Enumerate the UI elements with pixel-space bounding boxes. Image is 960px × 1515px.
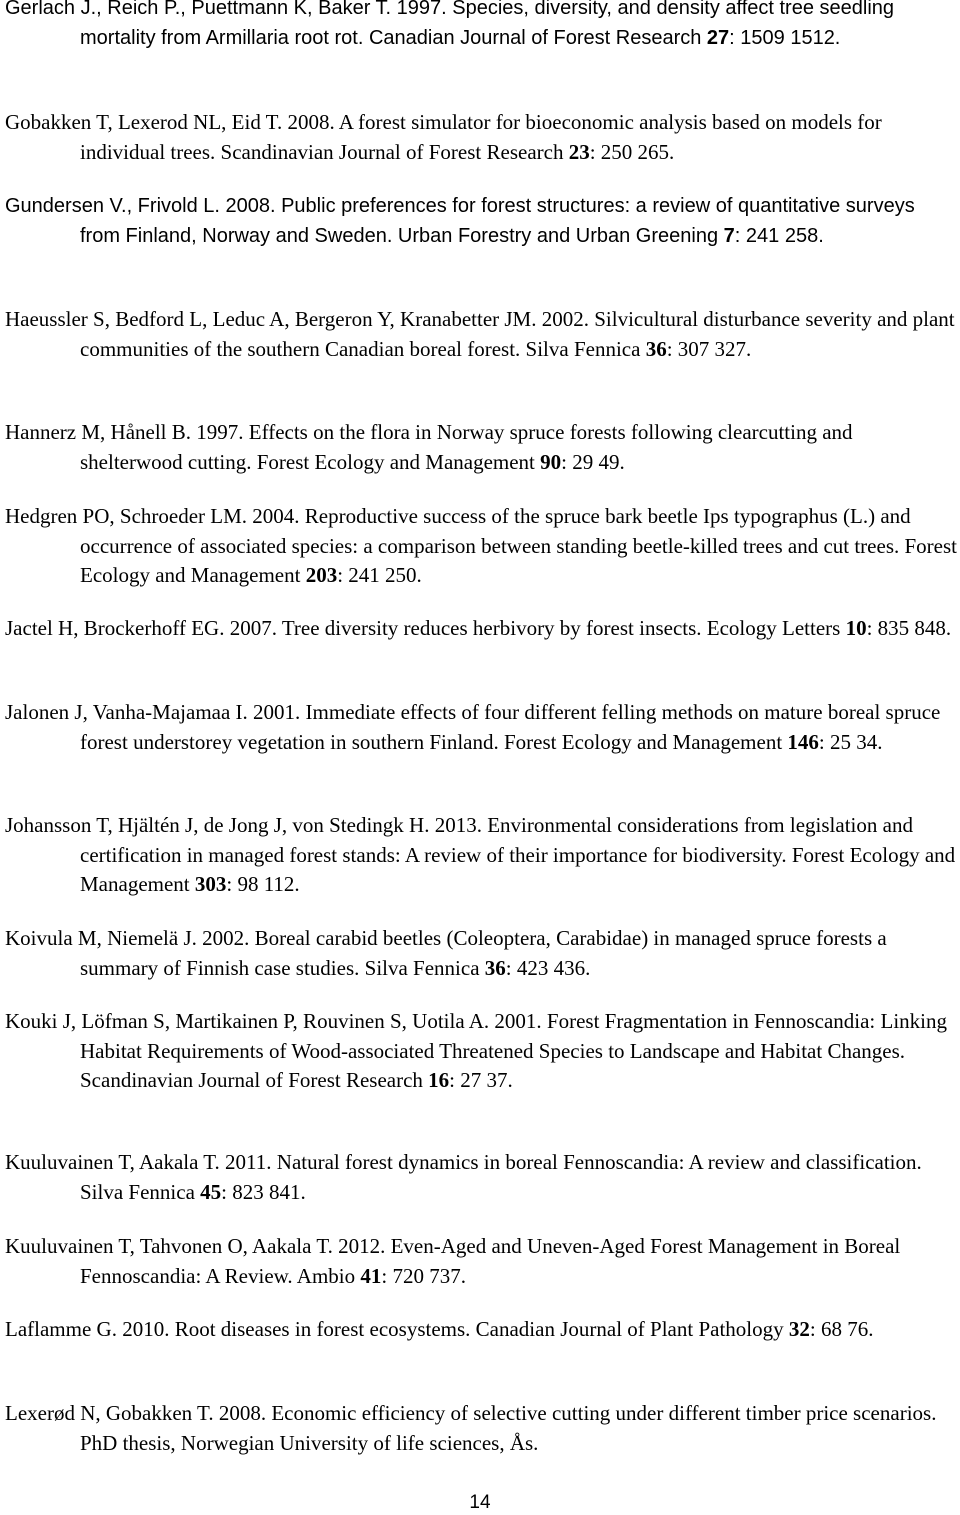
reference-entry: Kuuluvainen T, Tahvonen O, Aakala T. 2012. Even-Aged and Uneven-Aged Forest Management in Boreal Fennoscandia: A Review. Ambio 41: 720 737. [5, 1234, 901, 1288]
reference-entry: Hannerz M, Hånell B. 1997. Effects on the flora in Norway spruce forests following clearcutting and shelterwood cutting. Forest Ecology and Management 90: 29 49. [5, 420, 853, 474]
reference-entry: Kouki J, Löfman S, Martikainen P, Rouvinen S, Uotila A. 2001. Forest Fragmentation in Fennoscandia: Linking Habitat Requirements of Wood-associated Threatened Species to Landscape and Habitat Changes. Scandinavian Journal of Forest Research 16: 27 37. [5, 1009, 948, 1093]
reference-entry: Gundersen V., Frivold L. 2008. Public preferences for forest structures: a review of quantitative surveys from Finland, Norway and Sweden. Urban Forestry and Urban Greening 7: 241 258. [5, 195, 915, 247]
reference-entry: Lexerød N, Gobakken T. 2008. Economic efficiency of selective cutting under different timber price scenarios. PhD thesis, Norwegian University of life sciences, Ås. [5, 1401, 937, 1455]
reference-entry: Gerlach J., Reich P., Puettmann K, Baker T. 1997. Species, diversity, and density affect tree seedling mortality from Armillaria root rot. Canadian Journal of Forest Research 27: 1509 1512. [5, 0, 895, 49]
reference-entry: Laflamme G. 2010. Root diseases in forest ecosystems. Canadian Journal of Plant Pathology 32: 68 76. [5, 1317, 874, 1341]
reference-entry: Gobakken T, Lexerod NL, Eid T. 2008. A forest simulator for bioeconomic analysis based on models for individual trees. Scandinavian Journal of Forest Research 23: 250 265. [5, 110, 882, 164]
reference-entry: Koivula M, Niemelä J. 2002. Boreal carabid beetles (Coleoptera, Carabidae) in managed spruce forests a summary of Finnish case studies. Silva Fennica 36: 423 436. [5, 926, 887, 980]
page-number: 14 [469, 1492, 491, 1513]
reference-entry: Johansson T, Hjältén J, de Jong J, von Stedingk H. 2013. Environmental considerations from legislation and certification in managed forest stands: A review of their importance for biodiversity. Forest Ecology and Management 303: 98 112. [5, 813, 956, 897]
reference-entry: Hedgren PO, Schroeder LM. 2004. Reproductive success of the spruce bark beetle Ips typographus (L.) and occurrence of associated species: a comparison between standing beetle-killed trees and cut trees. Forest Ecology and Management 203: 241 250. [5, 504, 957, 588]
reference-entry: Haeussler S, Bedford L, Leduc A, Bergeron Y, Kranabetter JM. 2002. Silvicultural disturbance severity and plant communities of the southern Canadian boreal forest. Silva Fennica 36: 307 327. [5, 307, 955, 361]
reference-entry: Jalonen J, Vanha-Majamaa I. 2001. Immediate effects of four different felling methods on mature boreal spruce forest understorey vegetation in southern Finland. Forest Ecology and Management 146: 25 34. [5, 700, 941, 754]
reference-entry: Jactel H, Brockerhoff EG. 2007. Tree diversity reduces herbivory by forest insects. Ecology Letters 10: 835 848. [5, 616, 952, 640]
reference-entry: Kuuluvainen T, Aakala T. 2011. Natural forest dynamics in boreal Fennoscandia: A review and classification. Silva Fennica 45: 823 841. [5, 1150, 922, 1204]
